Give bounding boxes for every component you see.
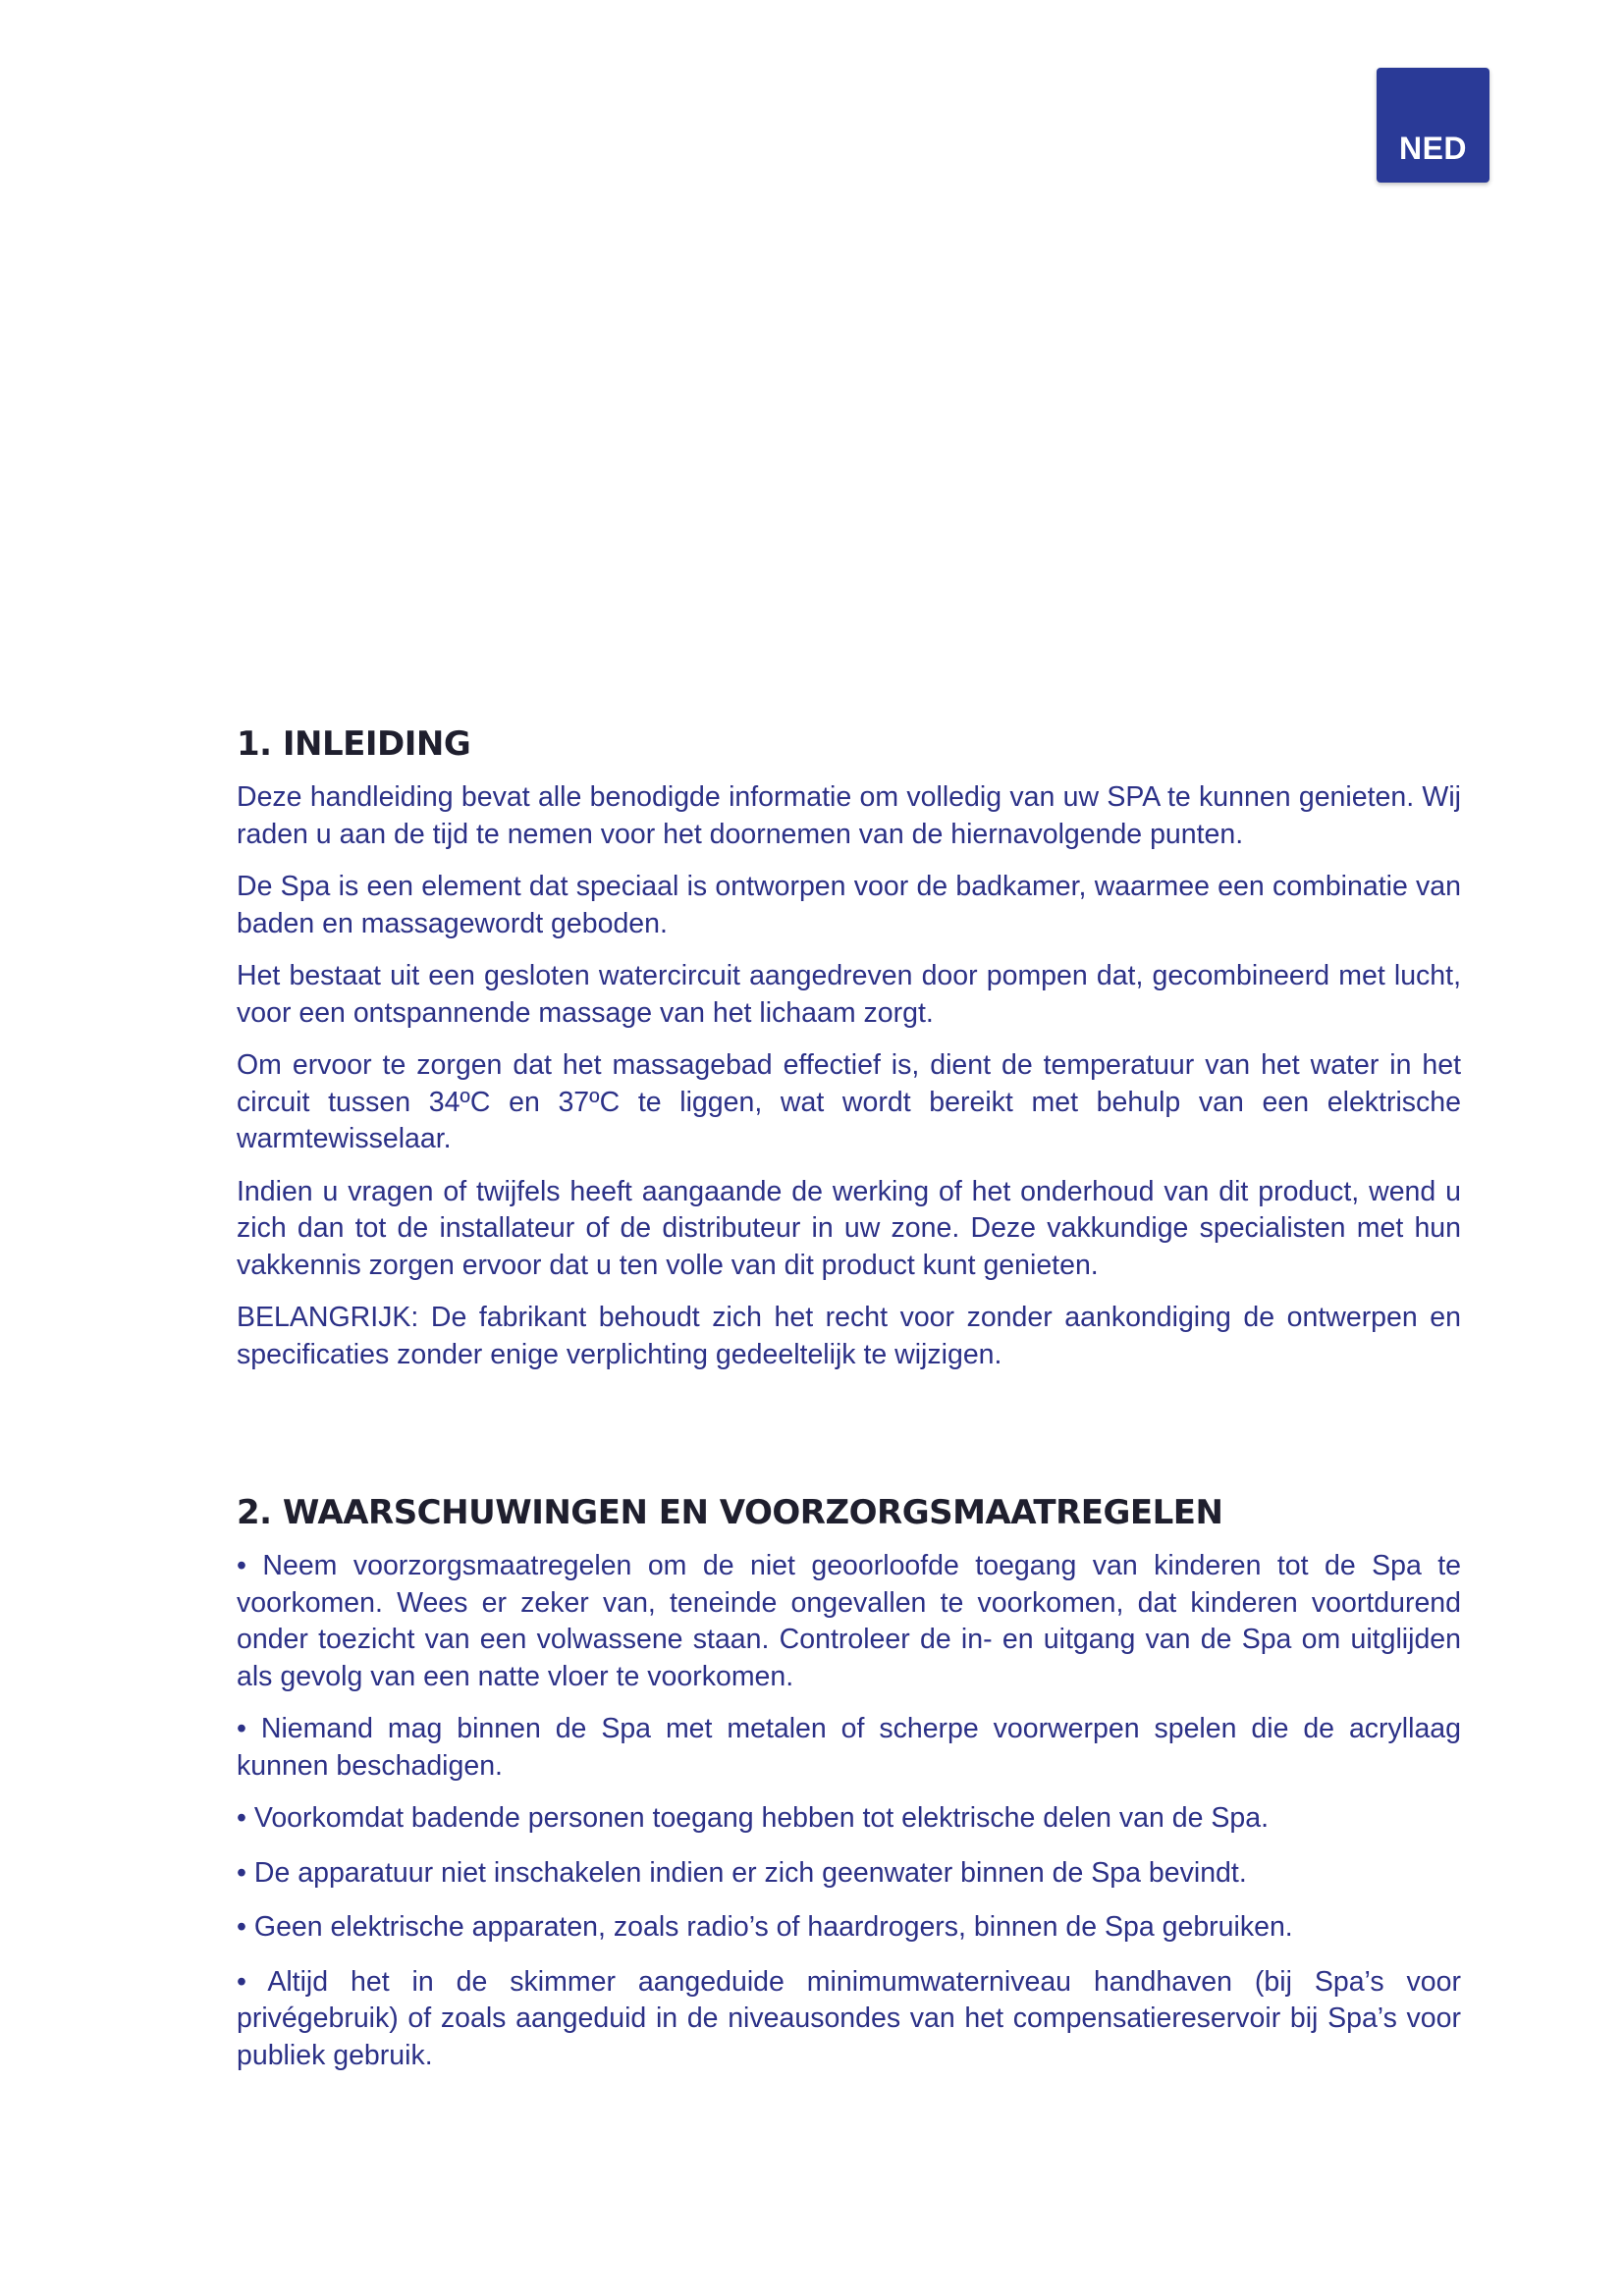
section-heading-introduction: 1. INLEIDING bbox=[237, 724, 471, 764]
paragraph: Deze handleiding bevat alle benodigde informatie om volledig van uw SPA te kunnen genieten. Wij raden u aan de tijd te nemen voor het doornemen van de hiernavolgende punten. bbox=[237, 781, 1461, 850]
section-introduction bbox=[237, 724, 1461, 1389]
paragraph: Indien u vragen of twijfels heeft aangaande de werking of het onderhoud van dit product, wend u zich dan tot de installateur of de distributeur in uw zone. Deze vakkundige specialisten met hun vakkennis zorgen ervoor dat u ten volle van dit product kunt genieten. bbox=[237, 1175, 1461, 1281]
section-warnings bbox=[237, 1493, 1461, 2090]
warning-item: • Altijd het in de skimmer aangeduide minimumwaterniveau handhaven (bij Spa’s voor privégebruik) of zoals aangeduid in de niveausondes van het compensatiereservoir bij Spa’s voor publiek gebruik. bbox=[237, 1965, 1461, 2071]
warning-item: • Niemand mag binnen de Spa met metalen of scherpe voorwerpen spelen die de acryllaag kunnen beschadigen. bbox=[237, 1713, 1461, 1782]
warning-item: • Voorkomdat badende personen toegang hebben tot elektrische delen van de Spa. bbox=[237, 1802, 1270, 1834]
warning-item: • Neem voorzorgsmaatregelen om de niet geoorloofde toegang van kinderen tot de Spa te voorkomen. Wees er zeker van, teneinde ongevallen te voorkomen, dat kinderen voortdurend onder toezicht van een volwassene staan. Controleer de in- en uitgang van de Spa om uitglijden als gevolg van een natte vloer te voorkomen. bbox=[237, 1550, 1461, 1692]
section-heading-warnings: 2. WAARSCHUWINGEN EN VOORZORGSMAATREGELEN bbox=[237, 1493, 1223, 1532]
language-badge bbox=[1377, 68, 1489, 183]
warning-item: • Geen elektrische apparaten, zoals radio’s of haardrogers, binnen de Spa gebruiken. bbox=[237, 1911, 1293, 1943]
warning-item: • De apparatuur niet inschakelen indien er zich geenwater binnen de Spa bevindt. bbox=[237, 1856, 1247, 1889]
paragraph: De Spa is een element dat speciaal is ontworpen voor de badkamer, waarmee een combinatie van baden en massagewordt geboden. bbox=[237, 871, 1461, 939]
paragraph: Het bestaat uit een gesloten watercircuit aangedreven door pompen dat, gecombineerd met lucht, voor een ontspannende massage van het lichaam zorgt. bbox=[237, 960, 1461, 1029]
paragraph: Om ervoor te zorgen dat het massagebad effectief is, dient de temperatuur van het water in het circuit tussen 34ºC en 37ºC te liggen, wat wordt bereikt met behulp van een elektrische warmtewisselaar. bbox=[237, 1049, 1461, 1154]
paragraph: BELANGRIJK: De fabrikant behoudt zich het recht voor zonder aankondiging de ontwerpen en specificaties zonder enige verplichting gedeeltelijk te wijzigen. bbox=[237, 1302, 1461, 1370]
language-badge-label: NED bbox=[1398, 131, 1468, 166]
